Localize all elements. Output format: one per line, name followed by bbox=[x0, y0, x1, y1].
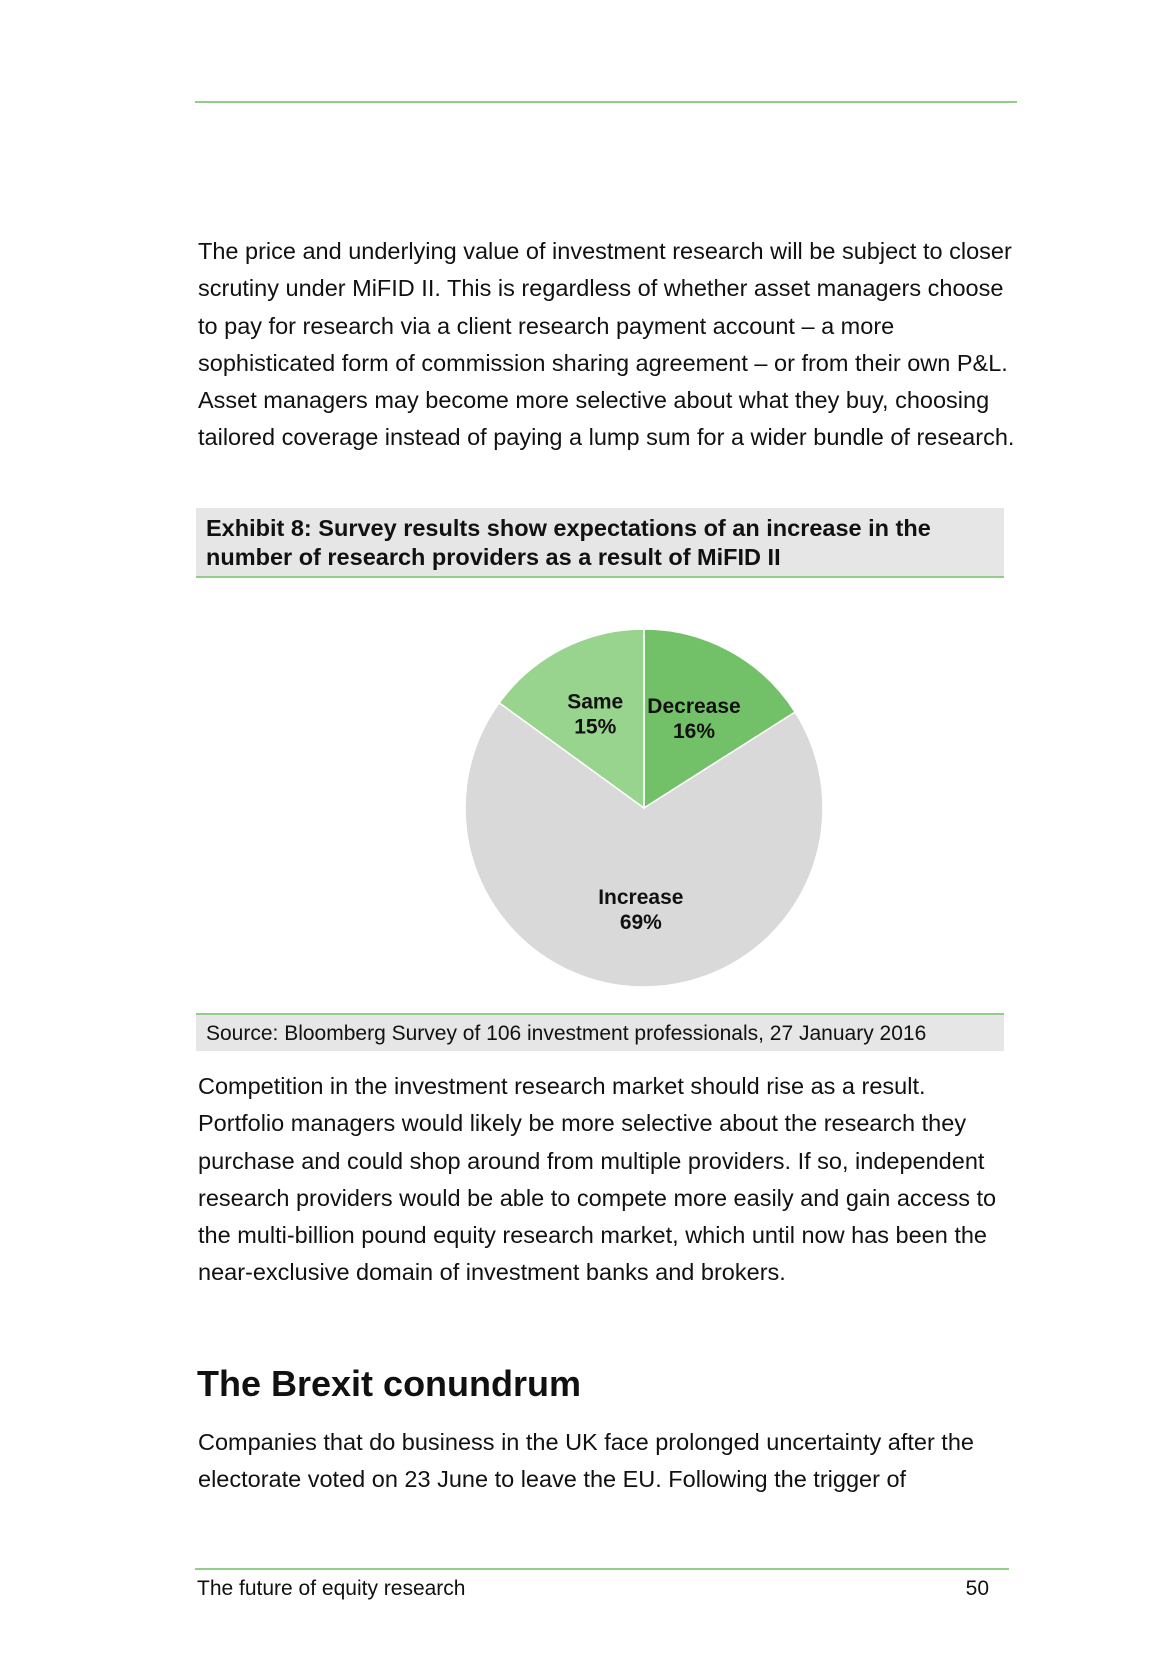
pie-value-same: 15% bbox=[574, 715, 617, 739]
pie-label-decrease: Decrease bbox=[647, 695, 741, 719]
pie-chart-svg bbox=[196, 580, 1004, 1012]
competition-paragraph: Competition in the investment research market should rise as a result. Portfolio managers would likely be more selective about the research they purchase and could shop around from multiple providers. If so, independent research providers would be able to compete more easily and gain access to the multi-billion pound equity research market, which until now has been the near-exclusive domain of investment banks and brokers. bbox=[198, 1073, 997, 1286]
pie-value-increase: 69% bbox=[619, 911, 662, 935]
header-rule bbox=[195, 101, 1017, 103]
brexit-paragraph: Companies that do business in the UK face prolonged uncertainty after the electorate voted on 23 June to leave the EU. Following the trigger of bbox=[198, 1429, 974, 1493]
pie-label-increase: Increase bbox=[598, 886, 684, 910]
footer-rule bbox=[195, 1568, 1009, 1570]
intro-paragraph: The price and underlying value of investment research will be subject to closer scrutiny under MiFID II. This is regardless of whether asset managers choose to pay for research via a client research payment account – a more sophisticated form of commission sharing agreement – or from their own P&L. Asset managers may become more selective about what they buy, choosing tailored coverage instead of paying a lump sum for a wider bundle of research. bbox=[198, 238, 1015, 451]
section-heading: The Brexit conundrum bbox=[197, 1363, 582, 1404]
exhibit-source: Source: Bloomberg Survey of 106 investment professionals, 27 January 2016 bbox=[196, 1013, 1004, 1051]
pie-value-decrease: 16% bbox=[673, 720, 716, 744]
exhibit-title: Exhibit 8: Survey results show expectations of an increase in the number of research providers as a result of MiFID II bbox=[196, 508, 1004, 578]
page-number: 50 bbox=[965, 1577, 989, 1600]
footer-title: The future of equity research bbox=[197, 1577, 466, 1600]
pie-chart bbox=[196, 580, 1004, 1012]
pie-label-same: Same bbox=[567, 690, 624, 714]
